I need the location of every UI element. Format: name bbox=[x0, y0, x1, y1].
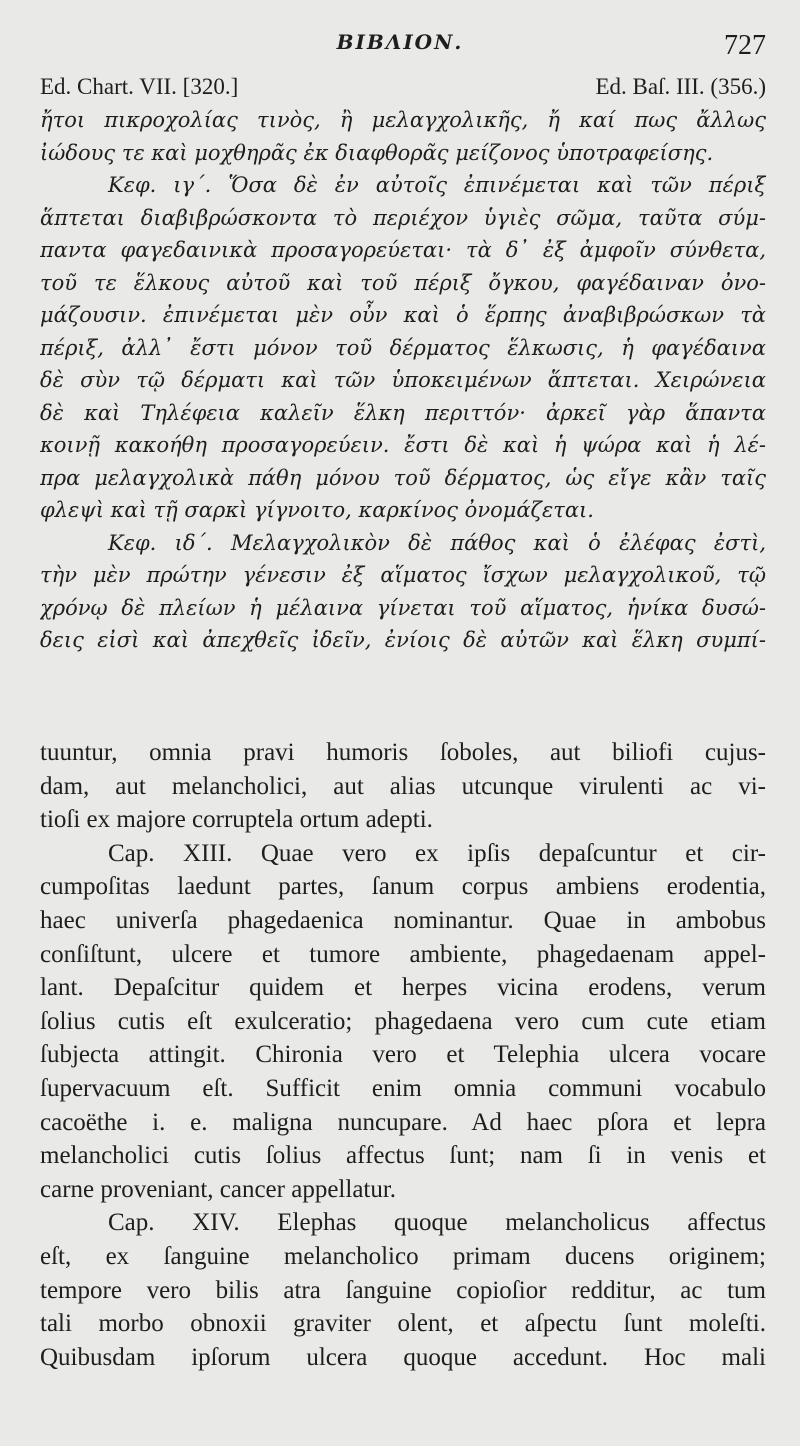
latin-line: ſubjecta attingit. Chironia vero et Telephia ulcera vocare bbox=[40, 1041, 766, 1069]
latin-text bbox=[40, 736, 766, 1374]
greek-line: δεις εἰσὶ καὶ ἀπεχθεῖς ἰδεῖν, ἐνίοις δὲ αὐτῶν καὶ ἕλκη συμπί- bbox=[40, 628, 766, 652]
latin-line: tuuntur, omnia pravi humoris ſoboles, aut biliofi cujus- bbox=[40, 739, 766, 766]
greek-line: μάζουσιν. ἐπινέμεται μὲν οὖν καὶ ὁ ἕρπης ἀναβιβρώσκων τὰ bbox=[40, 303, 766, 327]
greek-line: ἅπτεται διαβιβρώσκοντα τὸ περιέχον ὑγιὲς σῶμα, ταῦτα σύμ- bbox=[40, 205, 766, 230]
latin-line: conſiſtunt, ulcere et tumore ambiente, phagedaenam appel- bbox=[40, 940, 766, 968]
greek-line: δὲ σὺν τῷ δέρματι καὶ τῶν ὑποκειμένων ἅπτεται. Χειρώνεια bbox=[40, 368, 766, 392]
page-number: 727 bbox=[724, 30, 766, 61]
greek-line: Κεφ. ιγ΄. Ὅσα δὲ ἐν αὐτοῖς ἐπινέμεται καὶ τῶν πέριξ bbox=[108, 173, 766, 197]
latin-line: ſupervacuum eſt. Sufficit enim omnia communi vocabulo bbox=[40, 1074, 766, 1102]
greek-line: παντα φαγεδαινικὰ προσαγορεύεται· τὰ δ᾽ ἐξ ἀμφοῖν σύνθετα, bbox=[40, 238, 766, 262]
latin-line: tempore vero bilis atra ſanguine copioſior redditur, ac tum bbox=[40, 1276, 766, 1304]
latin-line: cumpoſitas laedunt partes, ſanum corpus ambiens erodentia, bbox=[40, 873, 766, 901]
latin-line: eſt, ex ſanguine melancholico primam ducens originem; bbox=[40, 1242, 766, 1270]
greek-line: ἰώδους τε καὶ μοχθηρᾶς ἐκ διαφθορᾶς μείζονος ὑποτραφείσης. bbox=[40, 140, 714, 165]
latin-line: cacoëthe i. e. maligna nuncupare. Ad haec pſora et lepra bbox=[40, 1108, 766, 1136]
latin-line: dam, aut melancholici, aut alias utcunque virulenti ac vi- bbox=[40, 772, 766, 800]
latin-line: tali morbo obnoxii graviter olent, et aſpectu ſunt moleſti. bbox=[40, 1310, 766, 1338]
greek-line: τὴν μὲν πρώτην γένεσιν ἐξ αἵματος ἴσχων μελαγχολικοῦ, τῷ bbox=[40, 563, 766, 587]
greek-line: κοινῇ κακοήθη προσαγορεύειν. ἔστι δὲ καὶ ἡ ψώρα καὶ ἡ λέ- bbox=[40, 433, 766, 457]
latin-line: ſolius cutis eſt exulceratio; phagedaena vero cum cute etiam bbox=[40, 1007, 766, 1035]
latin-line: Cap. XIV. Elephas quoque melancholicus affectus bbox=[108, 1209, 766, 1237]
greek-line: φλεψὶ καὶ τῇ σαρκὶ γίγνοιτο, καρκίνος ὀνομάζεται. bbox=[40, 498, 594, 522]
greek-line: πρα μελαγχολικὰ πάθη μόνου τοῦ δέρματος, ὡς εἴγε κἂν ταῖς bbox=[40, 465, 766, 490]
running-head bbox=[0, 30, 800, 60]
edition-basel: Ed. Baſ. III. (356.) bbox=[595, 74, 766, 99]
latin-line: Cap. XIII. Quae vero ex ipſis depaſcuntur et cir- bbox=[108, 839, 766, 867]
greek-line: τοῦ τε ἕλκους αὐτοῦ καὶ τοῦ πέριξ ὄγκου, φαγέδαιναν ὀνο- bbox=[40, 270, 766, 295]
latin-line: melancholici cutis ſolius affectus ſunt; nam ſi in venis et bbox=[40, 1142, 766, 1170]
greek-line: πέριξ, ἀλλ᾽ ἔστι μόνον τοῦ δέρματος ἕλκωσις, ἡ φαγέδαινα bbox=[40, 335, 766, 360]
latin-line: carne proveniant, cancer appellatur. bbox=[40, 1175, 397, 1203]
greek-text bbox=[40, 104, 766, 657]
latin-line: tioſi ex majore corruptela ortum adepti. bbox=[40, 806, 433, 834]
greek-line: δὲ καὶ Τηλέφεια καλεῖν ἕλκη περιττόν· ἀρκεῖ γὰρ ἅπαντα bbox=[40, 400, 766, 425]
edition-chartier: Ed. Chart. VII. [320.] bbox=[40, 74, 239, 99]
latin-line: Quibusdam ipſorum ulcera quoque accedunt. Hoc mali bbox=[40, 1343, 766, 1371]
running-title: ΒΙΒΛΙΟΝ. bbox=[336, 30, 464, 54]
latin-line: lant. Depaſcitur quidem et herpes vicina erodens, verum bbox=[40, 974, 766, 1002]
edition-line bbox=[40, 74, 766, 104]
greek-line: χρόνῳ δὲ πλείων ἡ μέλαινα γίνεται τοῦ αἵματος, ἡνίκα δυσώ- bbox=[40, 595, 766, 620]
greek-line: Κεφ. ιδ΄. Μελαγχολικὸν δὲ πάθος καὶ ὁ ἐλέφας ἐστὶ, bbox=[108, 530, 766, 555]
greek-line: ἤτοι πικροχολίας τινὸς, ἢ μελαγχολικῆς, ἤ καί πως ἄλλως bbox=[40, 108, 766, 132]
latin-line: haec univerſa phagedaenica nominantur. Quae in ambobus bbox=[40, 906, 766, 934]
